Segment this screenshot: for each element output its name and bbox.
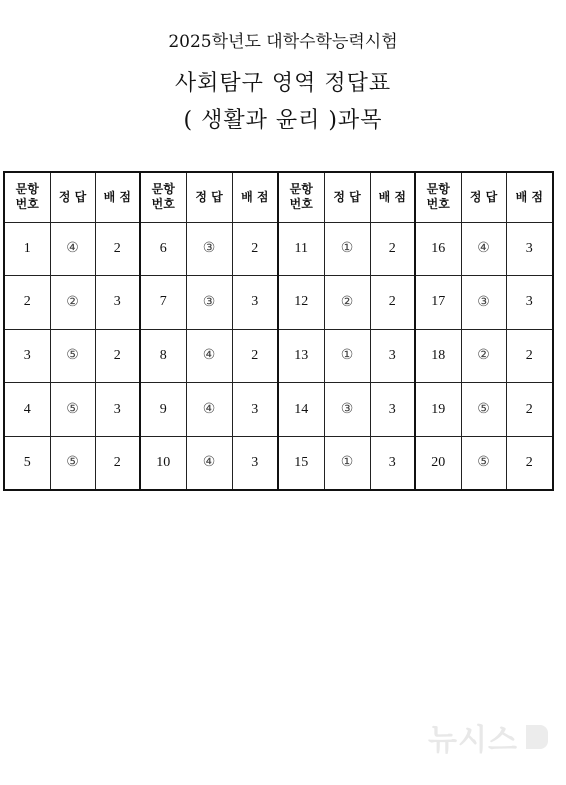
watermark <box>428 715 550 759</box>
point-value: 2 <box>506 383 553 437</box>
speech-bubble-icon <box>522 723 550 751</box>
header-points: 배 점 <box>370 172 415 222</box>
question-number: 13 <box>278 329 324 383</box>
point-value: 3 <box>95 276 140 330</box>
watermark-text: 뉴시스 <box>428 723 518 758</box>
point-value: 2 <box>506 329 553 383</box>
answer-choice: ⑤ <box>461 383 506 437</box>
answer-choice: ③ <box>324 383 370 437</box>
question-number: 7 <box>140 276 186 330</box>
question-number: 12 <box>278 276 324 330</box>
point-value: 2 <box>232 329 278 383</box>
question-number: 15 <box>278 436 324 490</box>
point-value: 3 <box>370 329 415 383</box>
answer-choice: ⑤ <box>50 383 95 437</box>
point-value: 2 <box>370 222 415 276</box>
point-value: 3 <box>232 276 278 330</box>
answer-sheet-title: 사회탐구 영역 정답표 <box>174 71 392 96</box>
question-number: 14 <box>278 383 324 437</box>
question-number: 3 <box>4 329 50 383</box>
answer-choice: ④ <box>50 222 95 276</box>
header-question-number: 문항 번호 <box>4 172 50 222</box>
point-value: 2 <box>232 222 278 276</box>
question-number: 16 <box>415 222 461 276</box>
answer-choice: ④ <box>186 436 232 490</box>
point-value: 3 <box>370 436 415 490</box>
header-question-number: 문항 번호 <box>140 172 186 222</box>
answer-choice: ③ <box>186 276 232 330</box>
subject-title: ( 생활과 윤리 )과목 <box>183 108 383 133</box>
answer-choice: ③ <box>461 276 506 330</box>
header-question-number: 문항 번호 <box>415 172 461 222</box>
question-number: 2 <box>4 276 50 330</box>
question-number: 4 <box>4 383 50 437</box>
question-number: 1 <box>4 222 50 276</box>
table-row <box>4 329 553 383</box>
exam-title: 2025학년도 대학수학능력시험 <box>168 32 398 52</box>
point-value: 3 <box>232 436 278 490</box>
header-question-number: 문항 번호 <box>278 172 324 222</box>
point-value: 3 <box>370 383 415 437</box>
question-number: 11 <box>278 222 324 276</box>
question-number: 5 <box>4 436 50 490</box>
table-row <box>4 383 553 437</box>
header-points: 배 점 <box>95 172 140 222</box>
point-value: 2 <box>506 436 553 490</box>
answer-choice: ⑤ <box>461 436 506 490</box>
header-points: 배 점 <box>506 172 553 222</box>
question-number: 18 <box>415 329 461 383</box>
question-number: 8 <box>140 329 186 383</box>
question-number: 6 <box>140 222 186 276</box>
answer-choice: ④ <box>461 222 506 276</box>
answer-choice: ④ <box>186 383 232 437</box>
answer-table <box>3 171 554 491</box>
answer-choice: ① <box>324 436 370 490</box>
table-row <box>4 222 553 276</box>
header-answer: 정 답 <box>461 172 506 222</box>
answer-choice: ⑤ <box>50 436 95 490</box>
answer-choice: ② <box>324 276 370 330</box>
answer-choice: ④ <box>186 329 232 383</box>
answer-choice: ① <box>324 222 370 276</box>
question-number: 20 <box>415 436 461 490</box>
answer-choice: ① <box>324 329 370 383</box>
question-number: 9 <box>140 383 186 437</box>
point-value: 3 <box>506 276 553 330</box>
table-row <box>4 436 553 490</box>
header-answer: 정 답 <box>186 172 232 222</box>
header-points: 배 점 <box>232 172 278 222</box>
header-answer: 정 답 <box>50 172 95 222</box>
point-value: 3 <box>506 222 553 276</box>
header-answer: 정 답 <box>324 172 370 222</box>
answer-choice: ③ <box>186 222 232 276</box>
question-number: 17 <box>415 276 461 330</box>
point-value: 2 <box>95 222 140 276</box>
table-row <box>4 276 553 330</box>
point-value: 3 <box>95 383 140 437</box>
point-value: 3 <box>232 383 278 437</box>
table-header-row <box>4 172 553 222</box>
question-number: 19 <box>415 383 461 437</box>
answer-choice: ⑤ <box>50 329 95 383</box>
question-number: 10 <box>140 436 186 490</box>
answer-table-body <box>4 172 553 490</box>
answer-choice: ② <box>50 276 95 330</box>
point-value: 2 <box>95 329 140 383</box>
point-value: 2 <box>370 276 415 330</box>
answer-choice: ② <box>461 329 506 383</box>
point-value: 2 <box>95 436 140 490</box>
